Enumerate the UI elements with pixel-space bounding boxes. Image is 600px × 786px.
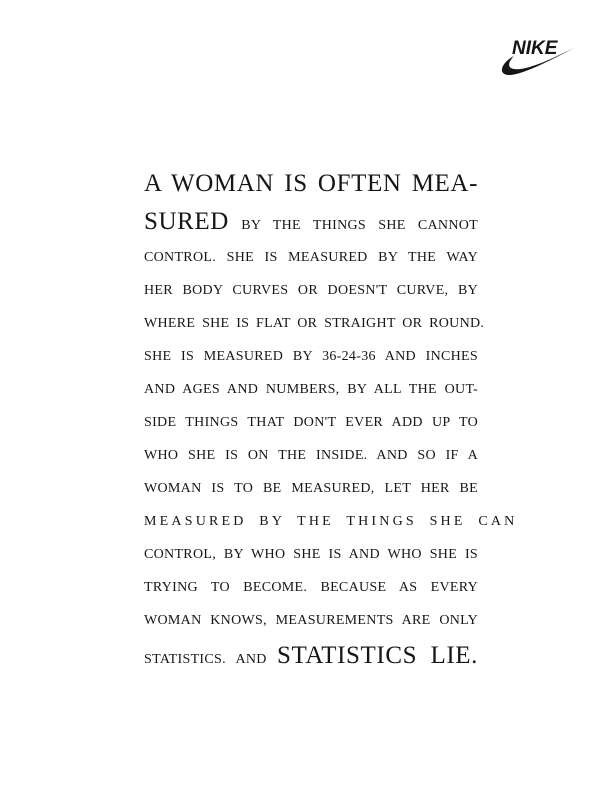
headline-line-1: A WOMAN IS OFTEN MEA- [144,170,478,197]
closing-line [144,637,478,675]
body-line-5: AND AGES AND NUMBERS, BY ALL THE OUT- [144,382,478,397]
body-line-3: WHERE SHE IS FLAT OR STRAIGHT OR ROUND. [144,316,485,331]
headline-line-2 [144,203,478,241]
body-line-10: CONTROL, BY WHO SHE IS AND WHO SHE IS [144,547,478,562]
nike-wordmark: NIKE [512,38,558,59]
body-line-11: TRYING TO BECOME. BECAUSE AS EVERY [144,580,478,595]
body-line-2: HER BODY CURVES OR DOESN'T CURVE, BY [144,283,478,298]
body-line-9: MEASURED BY THE THINGS SHE CAN [144,514,518,529]
closing-small-text: STATISTICS. AND [144,652,267,667]
body-line-12: WOMAN KNOWS, MEASUREMENTS ARE ONLY [144,613,478,628]
body-line-6: SIDE THINGS THAT DON'T EVER ADD UP TO [144,415,478,430]
closing-large-text: STATISTICS LIE. [277,642,479,669]
body-line-8: WOMAN IS TO BE MEASURED, LET HER BE [144,481,478,496]
body-line-7: WHO SHE IS ON THE INSIDE. AND SO IF A [144,448,478,463]
headline-word-sured: SURED [144,208,229,235]
nike-logo [498,32,582,80]
nike-swoosh-icon [498,32,582,80]
body-line-4: SHE IS MEASURED BY 36-24-36 AND INCHES [144,349,478,364]
headline-line-2-tail: BY THE THINGS SHE CANNOT [241,218,478,233]
ad-copy [144,165,518,675]
body-line-1: CONTROL. SHE IS MEASURED BY THE WAY [144,250,478,265]
